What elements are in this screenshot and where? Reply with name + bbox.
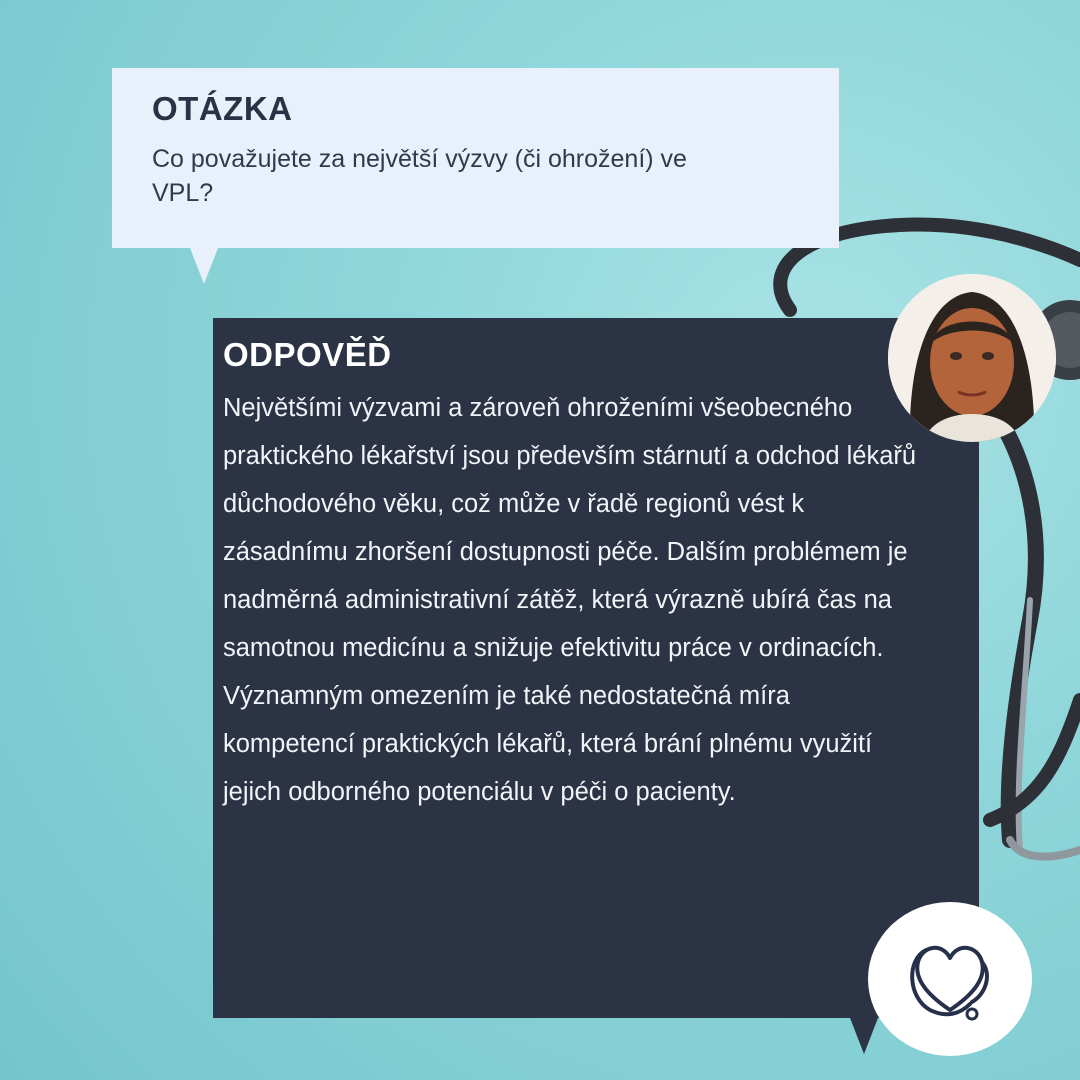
question-text: Co považujete za největší výzvy (či ohrožení) ve VPL? bbox=[152, 145, 687, 207]
answer-text: Největšími výzvami a zároveň ohroženími všeobecného praktického lékařství jsou především stárnutí a odchod lékařů důchodového věku, což může v řadě regionů vést k zásadnímu zhoršení dostupnosti péče. Dalším problémem je nadměrná administrativní zátěž, která výrazně ubírá čas na samotnou medicínu a snižuje efektivitu práce v ordinacích. Významným omezením je také nedostatečná míra kompetencí praktických lékařů, která brání plnému využití jejich odborného potenciálu v péči o pacienty. bbox=[223, 394, 917, 806]
answer-title: ODPOVĚĎ bbox=[223, 336, 392, 373]
question-title: OTÁZKA bbox=[152, 90, 293, 127]
heart-stethoscope-logo-icon bbox=[868, 902, 1032, 1056]
logo-badge bbox=[868, 902, 1032, 1056]
answer-bubble bbox=[213, 318, 979, 1018]
avatar bbox=[888, 274, 1056, 442]
portrait-photo-icon bbox=[888, 274, 1056, 442]
question-bubble-tail bbox=[190, 248, 218, 284]
question-bubble bbox=[112, 68, 839, 248]
